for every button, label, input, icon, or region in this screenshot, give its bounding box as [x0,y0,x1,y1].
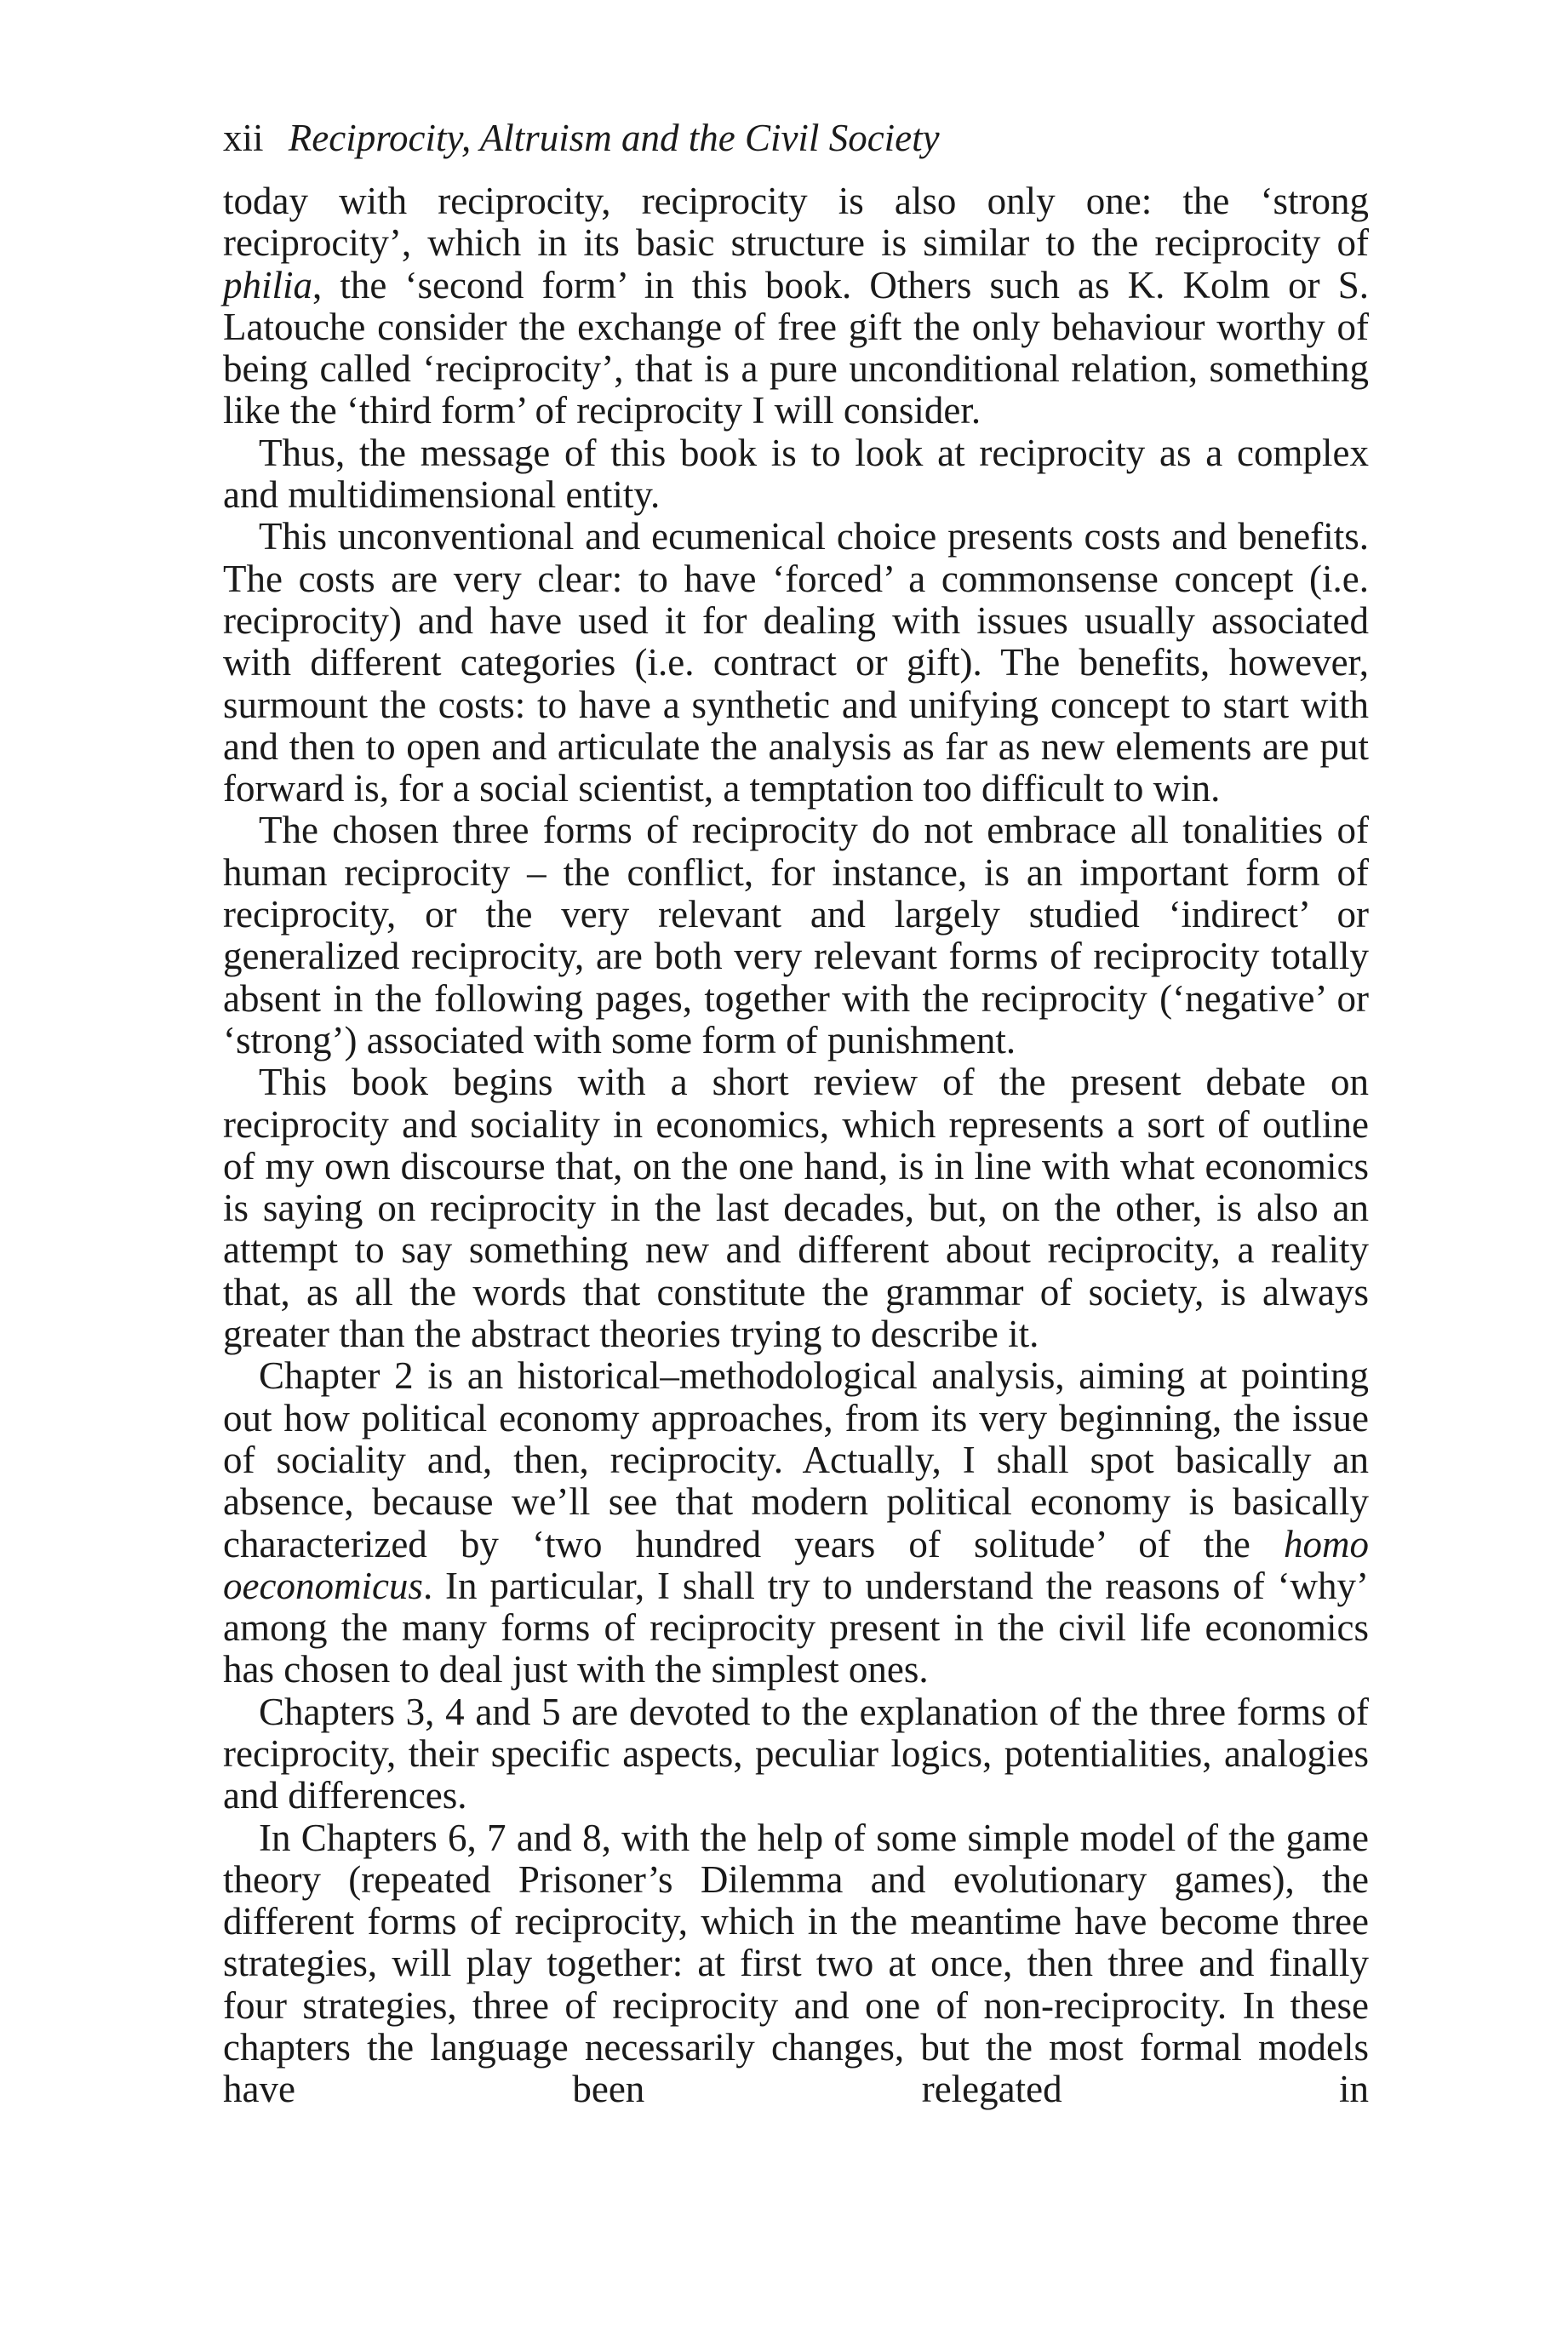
running-head-title: Reciprocity, Altruism and the Civil Society [288,117,940,159]
italic-term: homo oeconomicus [223,1522,1369,1607]
page-number: xii [223,117,264,159]
paragraph [223,1355,1369,1691]
body-text [223,180,1369,2111]
running-head [223,114,1369,162]
paragraph: Chapters 3, 4 and 5 are devoted to the explanation of the three forms of reciprocity, their specific aspects, peculiar logics, potentialities, analogies and differences. [223,1690,1369,1817]
book-page [223,114,1369,2111]
paragraph-text: , the ‘second form’ in this book. Others such as K. Kolm or S. Latouche consider the exchange of free gift the only behaviour worthy of being called ‘reciprocity’, that is a pure unconditional relation, something like the ‘third form’ of reciprocity I will consider. [223,263,1369,432]
paragraph-text: today with reciprocity, reciprocity is also only one: the ‘strong reciprocity’, which in its basic structure is similar to the reciprocity of [223,180,1369,265]
paragraph-text: Chapter 2 is an historical–methodological analysis, aiming at pointing out how political economy approaches, from its very beginning, the issue of sociality and, then, reciprocity. Actually, I shall spot basically an absence, because we’ll see that modern political economy is basically characterized by ‘two hundred years of solitude’ of the [223,1354,1369,1565]
paragraph [223,180,1369,432]
paragraph: In Chapters 6, 7 and 8, with the help of some simple model of the game theory (repeated Prisoner’s Dilemma and evolutionary games), the different forms of reciprocity, which in the meantime have become three strategies, will play together: at first two at once, then three and finally four strategies, three of reciprocity and one of non-reciprocity. In these chapters the language necessarily changes, but the most formal models have been relegated in [223,1816,1369,2111]
paragraph: The chosen three forms of reciprocity do not embrace all tonalities of human reciprocity – the conflict, for instance, is an important form of reciprocity, or the very relevant and largely studied ‘indirect’ or generalized reciprocity, are both very relevant forms of reciprocity totally absent in the following pages, together with the reciprocity (‘negative’ or ‘strong’) associated with some form of punishment. [223,809,1369,1062]
paragraph-text: . In particular, I shall try to understand the reasons of ‘why’ among the many forms of reciprocity present in the civil life economics has chosen to deal just with the simplest ones. [223,1564,1369,1691]
paragraph: This book begins with a short review of the present debate on reciprocity and sociality in economics, which represents a sort of outline of my own discourse that, on the one hand, is in line with what economics is saying on reciprocity in the last decades, but, on the other, is also an attempt to say something new and different about reciprocity, a reality that, as all the words that constitute the grammar of society, is always greater than the abstract theories trying to describe it. [223,1061,1369,1356]
paragraph: This unconventional and ecumenical choice presents costs and benefits. The costs are very clear: to have ‘forced’ a commonsense concept (i.e. reciprocity) and have used it for dealing with issues usually associated with different categories (i.e. contract or gift). The benefits, however, surmount the costs: to have a synthetic and unifying concept to start with and then to open and articulate the analysis as far as new elements are put forward is, for a social scientist, a temptation too difficult to win. [223,515,1369,810]
paragraph: Thus, the message of this book is to look at reciprocity as a complex and multidimensional entity. [223,431,1369,517]
italic-term: philia [223,263,313,306]
